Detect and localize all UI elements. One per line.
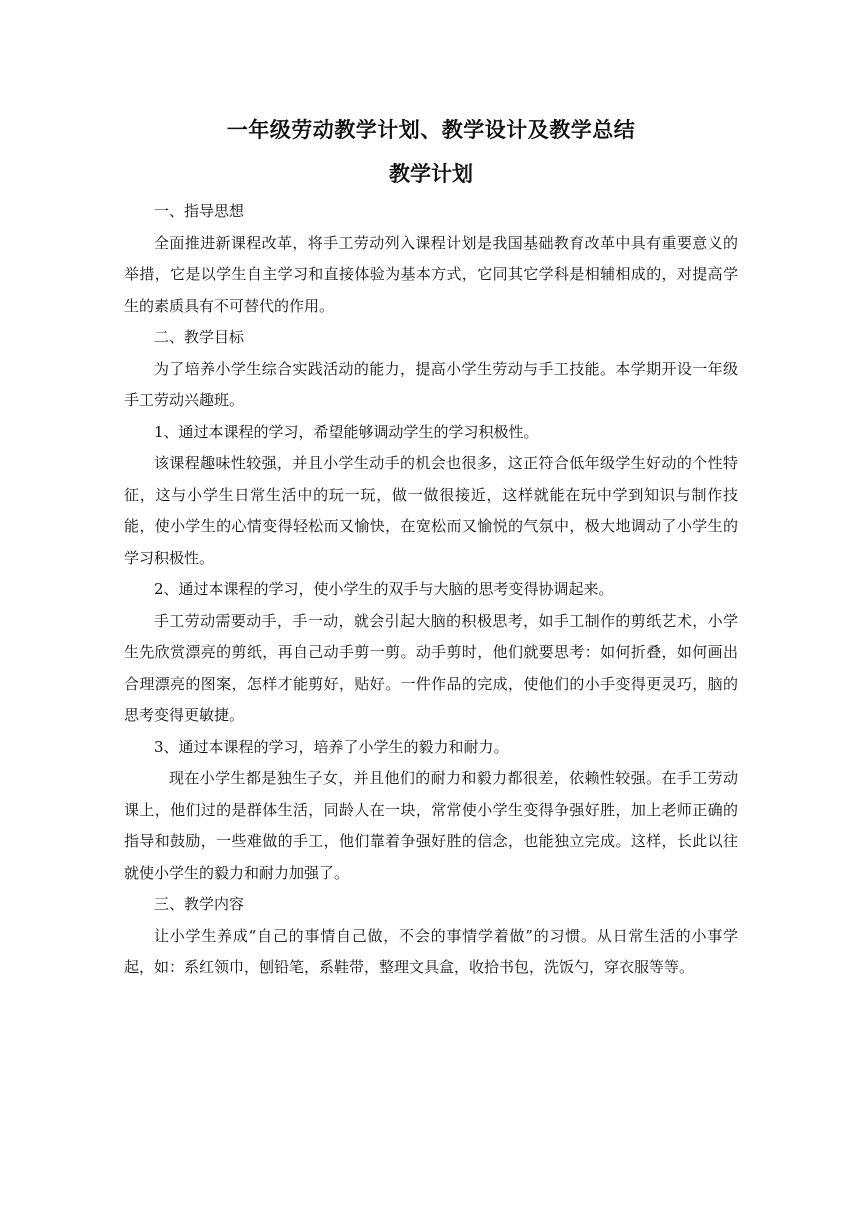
paragraph-goal-2: 手工劳动需要动手，手一动，就会引起大脑的积极思考，如手工制作的剪纸艺术，小学生先欣赏漂亮的剪纸，再自己动手剪一剪。动手剪时，他们就要思考：如何折叠，如何画出合理漂亮的图案，怎样才能剪好，贴好。一件作品的完成，使他们的小手变得更灵巧，脑的思考变得更敏捷。: [124, 611, 738, 724]
paragraph-goal-1: 该课程趣味性较强，并且小学生动手的机会也很多，这正符合低年级学生好动的个性特征，这与小学生日常生活中的玩一玩，做一做很接近，这样就能在玩中学到知识与制作技能，使小学生的心情变得轻松而又愉快，在宽松而又愉悦的气氛中，极大地调动了小学生的学习积极性。: [124, 454, 738, 567]
section-heading-guiding-thought: 一、指导思想: [154, 202, 245, 220]
document-title: 一年级劳动教学计划、教学设计及教学总结: [226, 118, 636, 142]
goal-heading-2: 2、通过本课程的学习，使小学生的双手与大脑的思考变得协调起来。: [154, 580, 614, 598]
paragraph-guiding-thought: 全面推进新课程改革，将手工劳动列入课程计划是我国基础教育改革中具有重要意义的举措，它是以学生自主学习和直接体验为基本方式，它同其它学科是相辅相成的，对提高学生的素质具有不可替代的作用。: [124, 233, 738, 315]
paragraph-teaching-goals-intro: 为了培养小学生综合实践活动的能力，提高小学生劳动与手工技能。本学期开设一年级手工劳动兴趣班。: [124, 359, 738, 409]
goal-heading-1: 1、通过本课程的学习，希望能够调动学生的学习积极性。: [154, 422, 539, 441]
paragraph-goal-3: 现在小学生都是独生子女，并且他们的耐力和毅力都很差，依赖性较强。在手工劳动课上，他们过的是群体生活，同龄人在一块，常常使小学生变得争强好胜，加上老师正确的指导和鼓励，一些难做的手工，他们靠着争强好胜的信念，也能独立完成。这样，长此以往就使小学生的毅力和耐力加强了。: [124, 769, 738, 882]
paragraph-teaching-content: 让小学生养成“自己的事情自己做，不会的事情学着做”的习惯。从日常生活的小事学起，如：系红领巾，刨铅笔，系鞋带，整理文具盒，收拾书包，洗饭勺，穿衣服等等。: [124, 926, 738, 976]
section-heading-teaching-goals: 二、教学目标: [154, 328, 245, 346]
goal-heading-3: 3、通过本课程的学习，培养了小学生的毅力和耐力。: [154, 737, 509, 756]
section-heading-teaching-content: 三、教学内容: [154, 895, 245, 913]
document-subtitle: 教学计划: [389, 162, 473, 186]
document-body: [124, 110, 738, 984]
